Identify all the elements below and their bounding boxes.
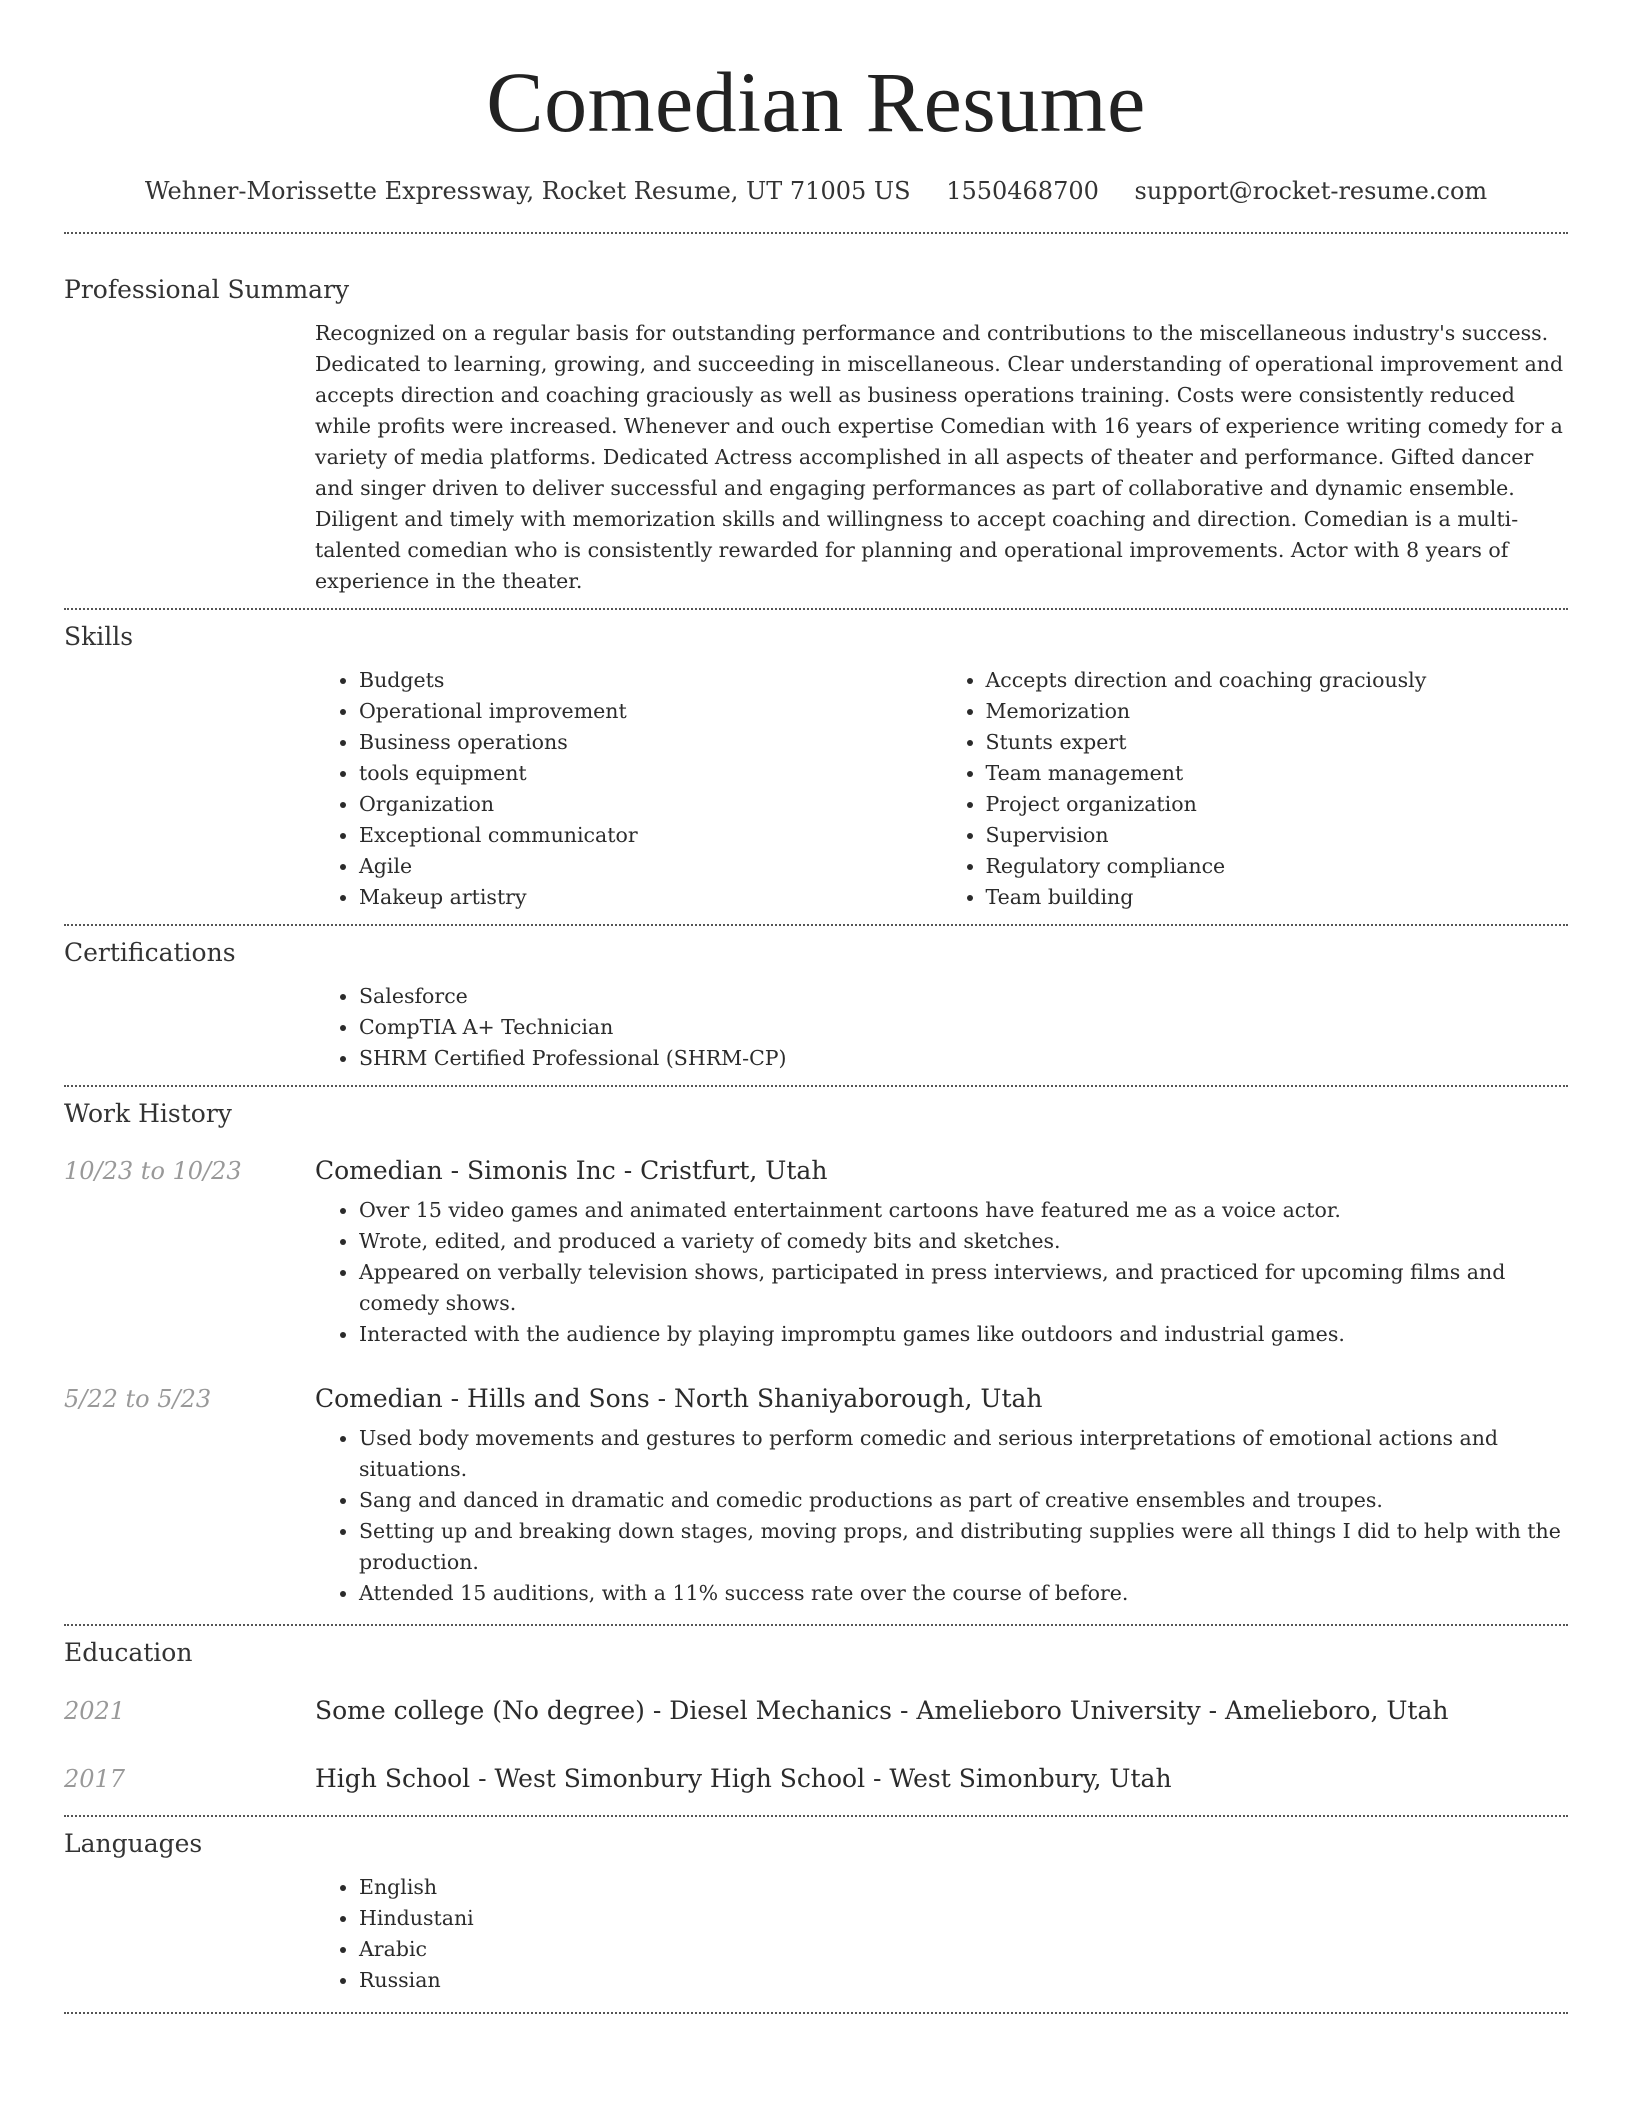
skill-item: • Agile [359, 851, 942, 882]
section-heading-work: Work History [64, 1099, 232, 1128]
divider [64, 2012, 1568, 2014]
language-item: • Arabic [359, 1934, 1568, 1965]
work-dates: 10/23 to 10/23 [64, 1157, 242, 1185]
work-bullet: • Attended 15 auditions, with a 11% success rate over the course of before. [359, 1578, 1568, 1609]
certifications-content [315, 981, 1568, 1074]
section-work-history [64, 1098, 1568, 1609]
work-bullet-list [315, 1195, 1568, 1350]
work-bullet-list [315, 1423, 1568, 1609]
section-languages [64, 1828, 1568, 1996]
section-heading-skills: Skills [64, 622, 134, 651]
section-skills [64, 621, 1568, 913]
work-title: Comedian - Simonis Inc - Cristfurt, Utah [315, 1156, 828, 1185]
languages-content [315, 1872, 1568, 1996]
divider [64, 924, 1568, 926]
skills-columns [315, 665, 1568, 913]
language-item: • English [359, 1872, 1568, 1903]
skill-item: • Regulatory compliance [986, 851, 1569, 882]
work-entry [64, 1383, 1568, 1609]
certification-item: • CompTIA A+ Technician [359, 1012, 1568, 1043]
certification-item: • SHRM Certified Professional (SHRM-CP) [359, 1043, 1568, 1074]
section-professional-summary [64, 274, 1568, 597]
contact-email: support@rocket-resume.com [1134, 177, 1488, 205]
education-text: Some college (No degree) - Diesel Mechanics - Amelieboro University - Amelieboro, Utah [315, 1696, 1449, 1725]
work-bullet: • Used body movements and gestures to perform comedic and serious interpretations of emotional actions and situations. [359, 1423, 1568, 1485]
divider [64, 608, 1568, 610]
skill-item: • Budgets [359, 665, 942, 696]
divider [64, 1624, 1568, 1626]
languages-list [315, 1872, 1568, 1996]
skills-list-left [315, 665, 942, 913]
divider [64, 232, 1568, 234]
education-year: 2021 [64, 1697, 126, 1725]
work-bullet: • Setting up and breaking down stages, moving props, and distributing supplies were all things I did to help with the production. [359, 1516, 1568, 1578]
certification-item: • Salesforce [359, 981, 1568, 1012]
education-entry [64, 1695, 1568, 1727]
work-bullet: • Interacted with the audience by playing impromptu games like outdoors and industrial games. [359, 1319, 1568, 1350]
section-heading-education: Education [64, 1638, 193, 1667]
skill-item: • Organization [359, 789, 942, 820]
work-bullet: • Appeared on verbally television shows, participated in press interviews, and practiced for upcoming films and comedy shows. [359, 1257, 1568, 1319]
work-bullets [315, 1423, 1568, 1609]
work-dates: 5/22 to 5/23 [64, 1385, 212, 1413]
skill-item: • Makeup artistry [359, 882, 942, 913]
education-entry [64, 1763, 1568, 1795]
work-entry [64, 1155, 1568, 1350]
section-heading-summary: Professional Summary [64, 275, 350, 304]
work-bullet: • Wrote, edited, and produced a variety of comedy bits and sketches. [359, 1226, 1568, 1257]
work-title: Comedian - Hills and Sons - North Shaniyaborough, Utah [315, 1384, 1043, 1413]
work-bullet: • Sang and danced in dramatic and comedic productions as part of creative ensembles and troupes. [359, 1485, 1568, 1516]
summary-content [315, 318, 1568, 597]
skill-item: • Memorization [986, 696, 1569, 727]
skill-item: • Business operations [359, 727, 942, 758]
divider [64, 1085, 1568, 1087]
education-text: High School - West Simonbury High School - West Simonbury, Utah [315, 1764, 1172, 1793]
language-item: • Hindustani [359, 1903, 1568, 1934]
resume-page [64, 0, 1568, 2014]
skill-item: • Supervision [986, 820, 1569, 851]
contact-address: Wehner-Morissette Expressway, Rocket Resume, UT 71005 US [144, 177, 911, 205]
skills-list-right [942, 665, 1569, 913]
skill-item: • Accepts direction and coaching graciously [986, 665, 1569, 696]
skill-item: • tools equipment [359, 758, 942, 789]
section-heading-certifications: Certifications [64, 938, 236, 967]
summary-text: Recognized on a regular basis for outstanding performance and contributions to the miscellaneous industry's success. Dedicated to learning, growing, and succeeding in miscellaneous. Clear understanding of operational improvement and accepts direction and coaching graciously as well as business operations training. Costs were consistently reduced while profits were increased. Whenever and ouch expertise Comedian with 16 years of experience writing comedy for a variety of media platforms. Dedicated Actress accomplished in all aspects of theater and performance. Gifted dancer and singer driven to deliver successful and engaging performances as part of collaborative and dynamic ensemble. Diligent and timely with memorization skills and willingness to accept coaching and direction. Comedian is a multi-talented comedian who is consistently rewarded for planning and operational improvements. Actor with 8 years of experience in the theater. [315, 321, 1564, 593]
divider [64, 1815, 1568, 1817]
education-year: 2017 [64, 1765, 126, 1793]
skill-item: • Project organization [986, 789, 1569, 820]
work-bullets [315, 1195, 1568, 1350]
skill-item: • Team building [986, 882, 1569, 913]
section-heading-languages: Languages [64, 1829, 203, 1858]
language-item: • Russian [359, 1965, 1568, 1996]
contact-phone: 1550468700 [946, 177, 1099, 205]
resume-title: Comedian Resume [486, 54, 1146, 150]
work-bullet: • Over 15 video games and animated entertainment cartoons have featured me as a voice actor. [359, 1195, 1568, 1226]
skill-item: • Stunts expert [986, 727, 1569, 758]
section-education [64, 1637, 1568, 1795]
skill-item: • Exceptional communicator [359, 820, 942, 851]
skill-item: • Operational improvement [359, 696, 942, 727]
skill-item: • Team management [986, 758, 1569, 789]
section-certifications [64, 937, 1568, 1074]
contact-line [64, 176, 1568, 206]
certifications-list [315, 981, 1568, 1074]
